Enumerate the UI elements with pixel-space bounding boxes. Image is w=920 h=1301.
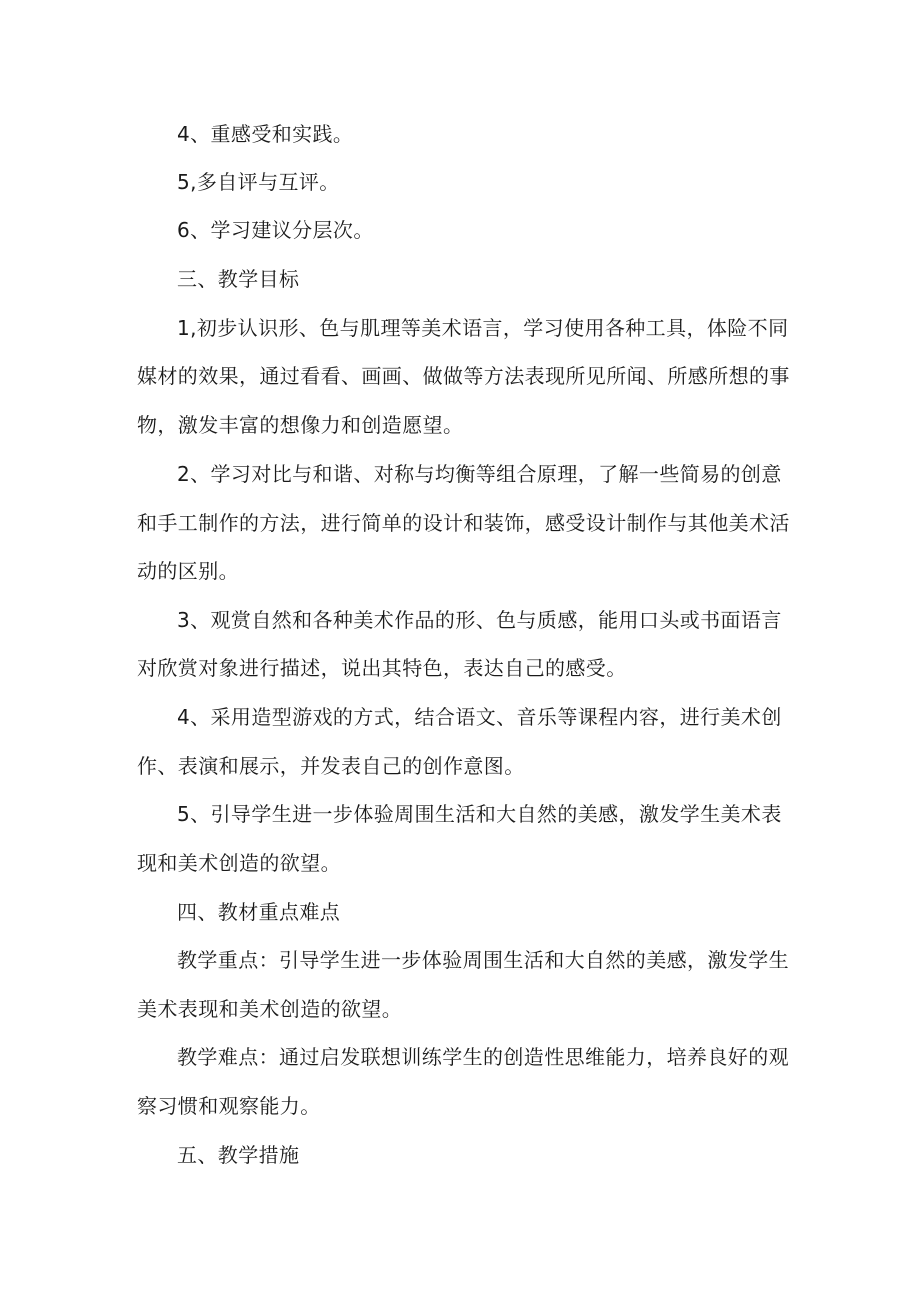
text-line: 5、引导学生进一步体验周围生活和大自然的美感，激发学生美术表: [177, 802, 782, 826]
text-line: 对欣赏对象进行描述，说出其特色，表达自己的感受。: [137, 656, 627, 680]
text-line: 美术表现和美术创造的欲望。: [137, 997, 403, 1021]
text-line: 教学难点：通过启发联想训练学生的创造性思维能力，培养良好的观: [177, 1045, 789, 1069]
text-line: 物，激发丰富的想像力和创造愿望。: [137, 413, 464, 437]
text-line: 和手工制作的方法，进行简单的设计和装饰，感受设计制作与其他美术活: [137, 511, 790, 535]
text-line: 动的区别。: [137, 559, 239, 583]
section-heading: 五、教学措施: [177, 1143, 300, 1167]
text-line: 作、表演和展示，并发表自己的创作意图。: [137, 754, 525, 778]
section-heading: 四、教材重点难点: [177, 900, 341, 924]
text-line: 4、采用造型游戏的方式，结合语文、音乐等课程内容，进行美术创: [177, 705, 782, 729]
text-line: 2、学习对比与和谐、对称与均衡等组合原理，了解一些简易的创意: [177, 462, 782, 486]
text-line: 3、观赏自然和各种美术作品的形、色与质感，能用口头或书面语言: [177, 608, 782, 632]
text-line: 现和美术创造的欲望。: [137, 851, 341, 875]
text-line: 4、重感受和实践。: [177, 122, 354, 146]
text-line: 察习惯和观察能力。: [137, 1094, 321, 1118]
text-line: 6、学习建议分层次。: [177, 218, 374, 242]
text-line: 教学重点：引导学生进一步体验周围生活和大自然的美感，激发学生: [177, 948, 789, 972]
section-heading: 三、教学目标: [177, 267, 300, 291]
text-line: 1,初步认识形、色与肌理等美术语言，学习使用各种工具，体险不同: [177, 316, 789, 340]
text-line: 媒材的效果，通过看看、画画、做做等方法表现所见所闻、所感所想的事: [137, 364, 790, 388]
text-line: 5,多自评与互评。: [177, 170, 340, 194]
